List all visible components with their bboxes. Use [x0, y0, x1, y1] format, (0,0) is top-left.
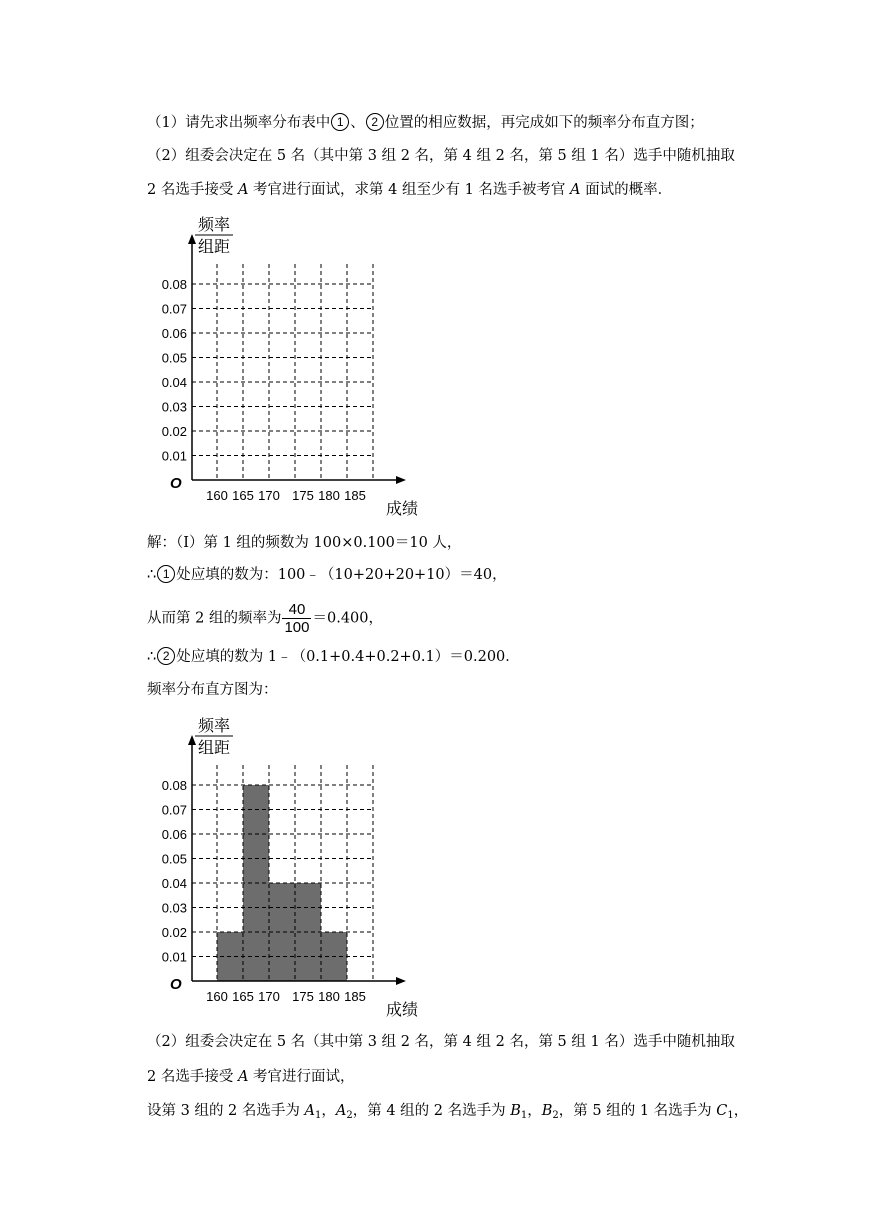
y-tick-label: 0.05 [161, 350, 187, 366]
y-axis-label-top: 频率 [197, 217, 231, 234]
q2-var-a2: A [570, 182, 581, 198]
y-axis-arrow [188, 735, 196, 745]
y-tick-label: 0.05 [161, 851, 187, 867]
p2-b: 考官进行面试， [248, 1069, 355, 1085]
y-tick-label: 0.01 [161, 448, 187, 464]
var-c: C [716, 1103, 728, 1119]
solution-line-1: 解：（Ⅰ）第 1 组的频数为 100×0.100＝10 人， [147, 535, 462, 551]
x-tick-label: 170 [258, 989, 280, 1004]
solution-line-5: 频率分布直方图为： [147, 682, 278, 698]
sol3-text: 从而第 2 组的频率为 [147, 610, 282, 627]
sol3-result: ＝0.400， [312, 610, 383, 627]
solution-line-4 [147, 647, 520, 667]
filled-histogram-svg [140, 713, 430, 1023]
p3-d: ， [733, 1103, 749, 1119]
therefore-symbol: ∴ [147, 649, 157, 665]
y-tick-label: 0.07 [161, 301, 187, 317]
y-axis-arrow [188, 234, 196, 244]
x-tick-label: 160 [206, 989, 228, 1004]
y-tick-label: 0.04 [161, 876, 187, 891]
circled-1: 1 [331, 113, 349, 131]
y-axis-label-bottom: 组距 [197, 740, 231, 757]
y-tick-label: 0.08 [161, 778, 187, 793]
circled-2: 2 [366, 113, 384, 131]
y-axis-label-top: 频率 [197, 718, 231, 735]
y-tick-label: 0.03 [161, 900, 187, 916]
empty-histogram-svg [140, 212, 430, 522]
fraction-denominator: 100 [284, 619, 310, 636]
p2-var-a: A [237, 1069, 249, 1085]
x-tick-label: 160 [206, 488, 228, 503]
part-2-line-1: （2）组委会决定在 5 名（其中第 3 组 2 名，第 4 组 2 名，第 5 组 1 名）选手中随机抽取 [147, 1034, 735, 1050]
y-tick-label: 0.01 [161, 949, 187, 965]
x-axis-arrow [396, 977, 406, 985]
y-tick-label: 0.06 [161, 326, 187, 341]
var-b: B [510, 1103, 521, 1119]
q2-a: 2 名选手接受 [147, 182, 238, 198]
y-tick-label: 0.02 [161, 925, 187, 940]
part-2-line-3 [147, 1101, 748, 1121]
y-tick-label: 0.06 [161, 827, 187, 842]
sol4-text: 处应填的数为 1﹣（0.1+0.4+0.2+0.1）＝0.200． [176, 649, 520, 665]
var-a: A [335, 1103, 347, 1119]
sol2-text: 处应填的数为：100﹣（10+20+20+10）＝40， [176, 567, 507, 583]
filled-histogram [140, 713, 430, 1023]
fraction [282, 601, 311, 636]
p3-a: 设第 3 组的 2 名选手为 [147, 1103, 305, 1119]
y-tick-label: 0.04 [161, 375, 187, 390]
x-tick-label: 175 [292, 989, 314, 1004]
x-tick-label: 165 [232, 488, 254, 503]
solution-line-2 [147, 565, 507, 585]
x-tick-label: 165 [232, 989, 254, 1004]
q2-var-a: A [237, 182, 249, 198]
var-a: A [304, 1103, 315, 1119]
x-tick-label: 185 [344, 488, 366, 503]
x-tick-label: 185 [344, 989, 366, 1004]
y-tick-label: 0.02 [161, 424, 187, 439]
sub-2: 2 [346, 1110, 353, 1121]
p3-c: ，第 5 组的 1 名选手为 [558, 1103, 717, 1119]
x-tick-label: 180 [318, 488, 340, 503]
x-tick-label: 175 [292, 488, 314, 503]
question-1 [147, 113, 704, 133]
p3-sep: ， [321, 1103, 336, 1119]
question-2-line-2 [147, 180, 672, 200]
solution-line-3 [147, 601, 383, 636]
fraction-numerator: 40 [282, 601, 311, 619]
x-axis-label: 成绩 [385, 501, 419, 518]
therefore-symbol: ∴ [147, 567, 157, 583]
empty-histogram [140, 212, 430, 522]
p2-a: 2 名选手接受 [147, 1069, 238, 1085]
y-axis-label-bottom: 组距 [197, 239, 231, 256]
circled-1: 1 [157, 565, 175, 583]
origin-label: O [170, 475, 182, 492]
q2-b: 考官进行面试，求第 4 组至少有 1 名选手被考官 [248, 182, 571, 198]
var-b: B [541, 1103, 553, 1119]
sub-1: 1 [520, 1110, 528, 1121]
q1-text: （1）请先求出频率分布表中 [147, 115, 331, 131]
x-axis-label: 成绩 [385, 1002, 419, 1019]
x-tick-label: 170 [258, 488, 280, 503]
x-tick-label: 180 [318, 989, 340, 1004]
p3-sep: ， [527, 1103, 542, 1119]
q1-end: 位置的相应数据，再完成如下的频率分布直方图； [384, 115, 704, 131]
sub-1: 1 [314, 1110, 322, 1121]
p3-b: ，第 4 组的 2 名选手为 [352, 1103, 511, 1119]
q2-c: 面试的概率． [580, 182, 673, 198]
question-2-line-1: （2）组委会决定在 5 名（其中第 3 组 2 名，第 4 组 2 名，第 5 组 1 名）选手中随机抽取 [147, 148, 735, 164]
y-tick-label: 0.07 [161, 802, 187, 818]
origin-label: O [170, 976, 182, 993]
x-axis-arrow [396, 476, 406, 484]
sub-1: 1 [727, 1110, 734, 1121]
part-2-line-2 [147, 1067, 355, 1087]
y-tick-label: 0.08 [161, 277, 187, 292]
sub-2: 2 [552, 1110, 559, 1121]
q1-sep: 、 [350, 115, 365, 131]
circled-2: 2 [157, 647, 175, 665]
y-tick-label: 0.03 [161, 399, 187, 415]
